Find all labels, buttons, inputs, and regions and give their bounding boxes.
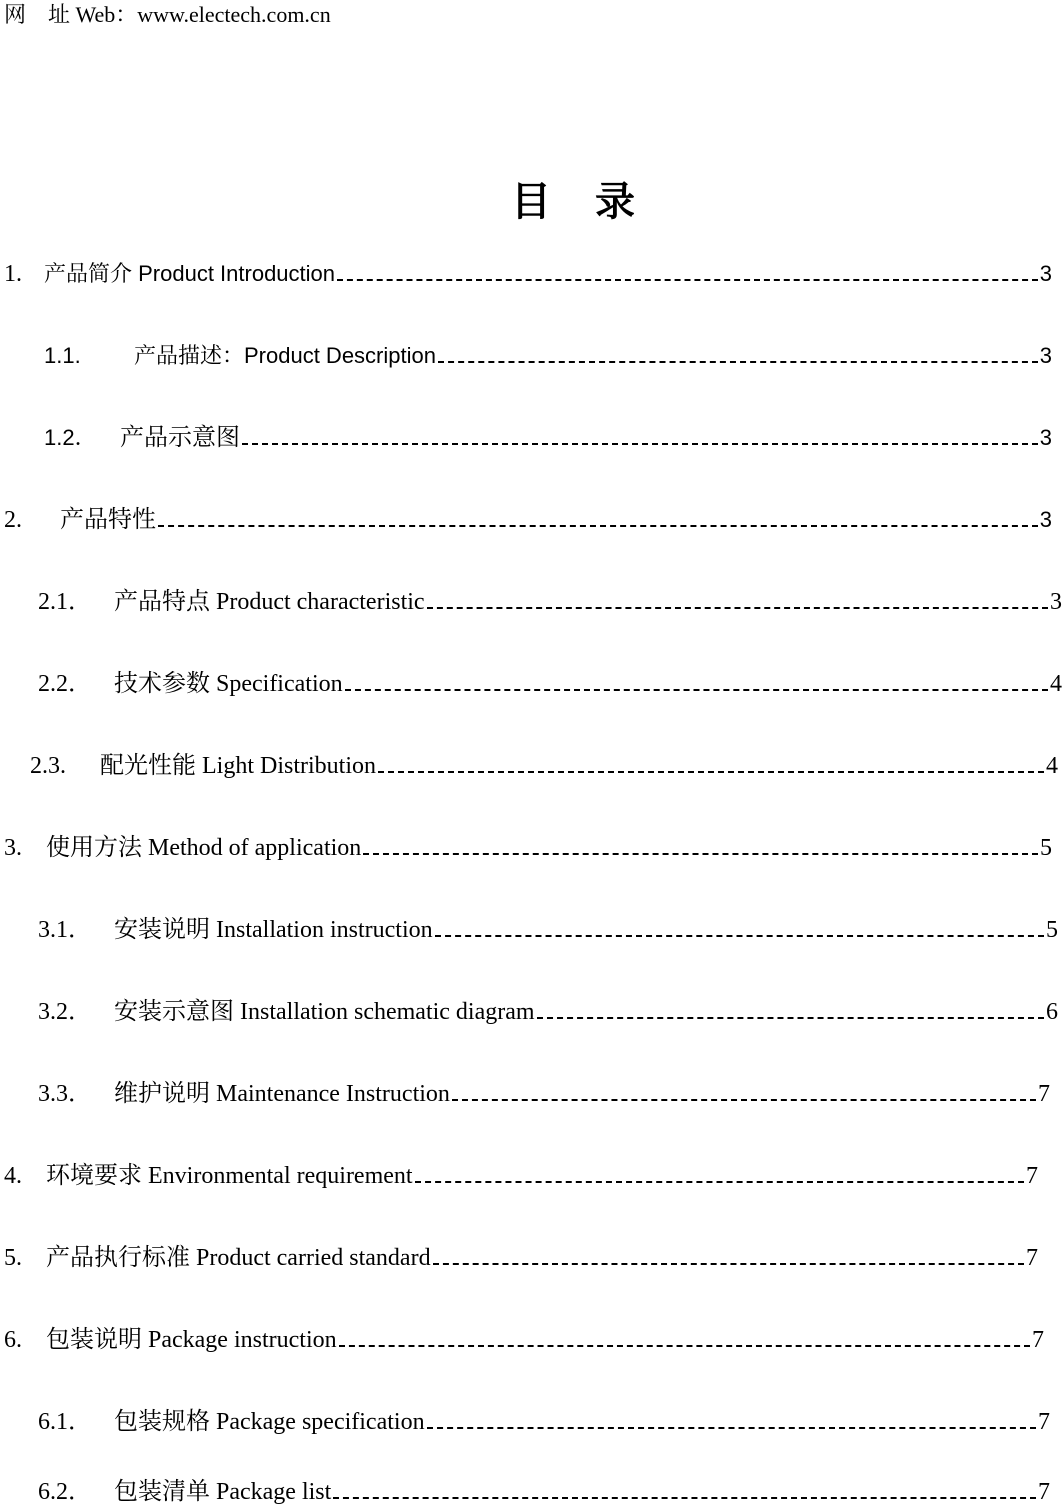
toc-entry-6-2[interactable]	[38, 1472, 1050, 1508]
toc-entry-page: 7	[1038, 1081, 1050, 1107]
toc-entry-text: 产品特性	[60, 507, 156, 533]
toc-entry-1-2[interactable]	[44, 418, 1052, 454]
toc-leader	[242, 441, 1038, 445]
toc-leader	[378, 769, 1044, 773]
toc-leader	[427, 605, 1048, 609]
toc-leader	[333, 1495, 1036, 1499]
toc-entry-1[interactable]	[4, 254, 1052, 290]
toc-entry-page: 3	[1039, 261, 1052, 286]
toc-entry-6[interactable]	[4, 1320, 1044, 1356]
toc-entry-text: 安装说明 Installation instruction	[114, 917, 433, 943]
toc-entry-text: 技术参数 Specification	[114, 671, 343, 697]
toc-entry-text: 环境要求 Environmental requirement	[46, 1163, 413, 1189]
toc-entry-3-2[interactable]	[38, 992, 1058, 1028]
toc-entry-number: 3.2．	[38, 999, 92, 1025]
toc-entry-text: 产品执行标准 Product carried standard	[46, 1245, 431, 1271]
toc-entry-text: 产品示意图	[120, 425, 240, 451]
toc-entry-3-1[interactable]	[38, 910, 1058, 946]
toc-entry-number: 1.2．	[44, 425, 97, 450]
toc-entry-text: 包装规格 Package specification	[114, 1409, 425, 1435]
toc-entry-2-3[interactable]	[30, 746, 1058, 782]
toc-entry-page: 7	[1038, 1479, 1050, 1505]
toc-entry-number: 1.1.	[44, 343, 81, 368]
toc-entry-number: 2.1．	[38, 589, 92, 615]
toc-entry-number: 2.	[4, 507, 22, 533]
toc-entry-number: 2.2．	[38, 671, 92, 697]
toc-entry-text: 产品特点 Product characteristic	[114, 589, 425, 615]
toc-title: 目录	[511, 179, 679, 225]
toc-leader	[339, 1343, 1030, 1347]
toc-leader	[415, 1179, 1024, 1183]
toc-leader	[427, 1425, 1036, 1429]
toc-entry-3-3[interactable]	[38, 1074, 1050, 1110]
toc-entry-number: 3.3．	[38, 1081, 92, 1107]
toc-leader	[337, 277, 1038, 281]
toc-entry-page: 5	[1046, 917, 1058, 943]
toc-entry-text: 安装示意图 Installation schematic diagram	[114, 999, 535, 1025]
toc-entry-text: 维护说明 Maintenance Instruction	[114, 1081, 450, 1107]
toc-entry-number: 6.	[4, 1327, 22, 1353]
toc-entry-page: 3	[1050, 589, 1062, 615]
toc-entry-text: 产品简介 Product Introduction	[44, 261, 336, 286]
toc-entry-text: 包装清单 Package list	[114, 1479, 332, 1505]
toc-entry-number: 6.1．	[38, 1409, 92, 1435]
toc-leader	[452, 1097, 1036, 1101]
toc-entry-page: 4	[1046, 753, 1058, 779]
toc-leader	[435, 933, 1044, 937]
toc-entry-text: 配光性能 Light Distribution	[100, 753, 376, 779]
toc-entry-6-1[interactable]	[38, 1402, 1050, 1438]
toc-leader	[438, 359, 1038, 363]
toc-entry-2-2[interactable]	[38, 664, 1062, 700]
toc-leader	[537, 1015, 1044, 1019]
toc-entry-number: 6.2．	[38, 1479, 92, 1505]
toc-entry-page: 7	[1032, 1327, 1044, 1353]
toc-entry-page: 3	[1039, 507, 1052, 532]
toc-entry-text: 产品描述：Product Description	[134, 343, 436, 368]
toc-entry-page: 4	[1050, 671, 1062, 697]
toc-leader	[158, 523, 1038, 527]
toc-entry-number: 3.	[4, 835, 22, 861]
toc-entry-number: 2.3.	[30, 753, 66, 779]
toc-entry-4[interactable]	[4, 1156, 1038, 1192]
toc-entry-number: 5.	[4, 1245, 22, 1271]
toc-entry-text: 包装说明 Package instruction	[46, 1327, 337, 1353]
toc-entry-page: 3	[1039, 343, 1052, 368]
toc-entry-page: 5	[1040, 835, 1052, 861]
toc-entry-number: 4.	[4, 1163, 22, 1189]
toc-entry-page: 7	[1026, 1163, 1038, 1189]
toc-entry-text: 使用方法 Method of application	[46, 835, 362, 861]
toc-leader	[345, 687, 1048, 691]
website-header: 网 址 Web：www.electech.com.cn	[4, 2, 331, 27]
toc-entry-page: 6	[1046, 999, 1058, 1025]
toc-entry-page: 7	[1038, 1409, 1050, 1435]
toc-entry-2-1[interactable]	[38, 582, 1062, 618]
toc-leader	[363, 851, 1038, 855]
toc-entry-page: 7	[1026, 1245, 1038, 1271]
toc-entry-page: 3	[1039, 425, 1052, 450]
toc-entry-1-1[interactable]	[44, 336, 1052, 372]
toc-entry-5[interactable]	[4, 1238, 1038, 1274]
toc-entry-number: 3.1．	[38, 917, 92, 943]
toc-entry-3[interactable]	[4, 828, 1052, 864]
toc-entry-2[interactable]	[4, 500, 1052, 536]
toc-leader	[433, 1261, 1024, 1265]
toc-entry-number: 1.	[4, 261, 22, 287]
